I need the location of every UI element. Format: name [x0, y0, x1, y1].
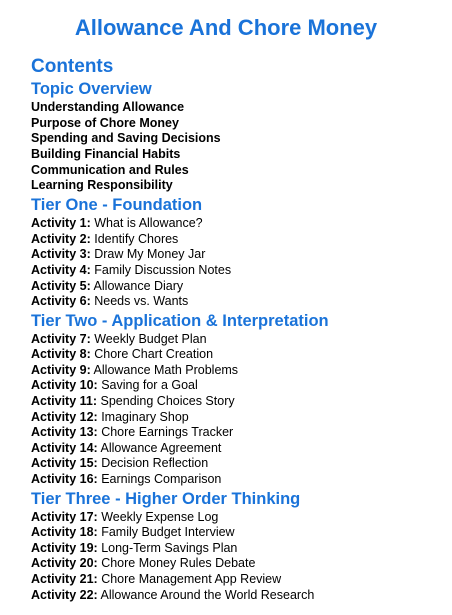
activity-number: Activity 5: [31, 278, 91, 293]
activity-number: Activity 14: [31, 440, 98, 455]
activity-item [31, 556, 446, 572]
activity-number: Activity 3: [31, 247, 91, 262]
activity-number: Activity 8: [31, 347, 91, 362]
activity-item [31, 394, 446, 410]
activity-name: Imaginary Shop [101, 409, 189, 424]
activity-name: Chore Chart Creation [94, 347, 214, 362]
activity-name: Allowance Agreement [100, 440, 222, 455]
activity-name: Chore Management App Review [101, 572, 282, 586]
activity-number: Activity 16: [31, 472, 98, 487]
overview-item: Purpose of Chore Money [31, 115, 179, 130]
activity-item [31, 410, 446, 426]
activity-name: Spending Choices Story [100, 394, 235, 409]
activity-number: Activity 15: [31, 456, 98, 471]
activity-name: Family Discussion Notes [94, 262, 232, 277]
activity-item [31, 216, 446, 232]
activity-number: Activity 6: [31, 294, 91, 309]
activity-number: Activity 13: [31, 425, 98, 440]
activity-item [31, 347, 446, 363]
activity-number: Activity 2: [31, 231, 91, 246]
activity-number: Activity 9: [31, 362, 91, 377]
activity-number: Activity 18: [31, 525, 98, 540]
activity-item [31, 232, 446, 248]
tier-three-section [31, 488, 446, 604]
activity-item [31, 441, 446, 457]
activity-item [31, 294, 446, 310]
activity-number: Activity 17: [31, 509, 98, 524]
activity-item [31, 510, 446, 526]
activity-name: What is Allowance? [94, 216, 203, 231]
overview-item: Learning Responsibility [31, 178, 173, 193]
activity-name: Long-Term Savings Plan [101, 540, 238, 555]
page-title: Allowance And Chore Money [74, 15, 378, 40]
activity-name: Weekly Budget Plan [94, 331, 207, 346]
activity-item [31, 263, 446, 279]
tier-three-heading: Tier Three - Higher Order Thinking [31, 489, 301, 508]
table-of-contents [31, 78, 446, 603]
overview-item: Spending and Saving Decisions [31, 131, 221, 146]
overview-item: Building Financial Habits [31, 147, 181, 162]
overview-item: Understanding Allowance [31, 100, 185, 114]
activity-name: Draw My Money Jar [94, 247, 206, 262]
activity-number: Activity 10: [31, 378, 98, 393]
topic-overview-section [31, 78, 446, 194]
activity-item [31, 456, 446, 472]
activity-number: Activity 1: [31, 216, 91, 231]
activity-name: Earnings Comparison [101, 472, 222, 487]
activity-number: Activity 21: [31, 572, 98, 586]
activity-name: Weekly Expense Log [101, 509, 219, 524]
activity-number: Activity 19: [31, 540, 98, 555]
activity-name: Identify Chores [94, 231, 179, 246]
contents-heading: Contents [31, 56, 114, 77]
activity-item [31, 541, 446, 557]
activity-item [31, 363, 446, 379]
overview-item: Communication and Rules [31, 162, 189, 177]
activity-number: Activity 4: [31, 262, 91, 277]
activity-number: Activity 11: [31, 394, 98, 409]
activity-number: Activity 12: [31, 409, 98, 424]
tier-one-heading: Tier One - Foundation [31, 196, 203, 215]
tier-two-section [31, 310, 446, 488]
activity-item [31, 472, 446, 488]
activity-item [31, 247, 446, 263]
activity-name: Allowance Around the World Research [100, 587, 315, 602]
activity-number: Activity 22: [31, 587, 98, 602]
activity-name: Chore Earnings Tracker [101, 425, 234, 440]
activity-name: Saving for a Goal [101, 378, 198, 393]
activity-name: Needs vs. Wants [94, 294, 189, 309]
activity-item [31, 378, 446, 394]
activity-name: Allowance Math Problems [93, 362, 239, 377]
activity-item [31, 332, 446, 348]
activity-name: Allowance Diary [93, 278, 184, 293]
activity-name: Family Budget Interview [101, 525, 235, 540]
activity-item [31, 525, 446, 541]
activity-name: Chore Money Rules Debate [101, 556, 256, 571]
activity-number: Activity 20: [31, 556, 98, 571]
activity-item [31, 279, 446, 295]
tier-one-section [31, 194, 446, 310]
activity-item [31, 572, 446, 588]
topic-overview-heading: Topic Overview [31, 80, 152, 98]
activity-name: Decision Reflection [101, 456, 209, 471]
activity-number: Activity 7: [31, 331, 91, 346]
activity-item [31, 588, 446, 604]
tier-two-heading: Tier Two - Application & Interpretation [31, 311, 329, 330]
activity-item [31, 425, 446, 441]
